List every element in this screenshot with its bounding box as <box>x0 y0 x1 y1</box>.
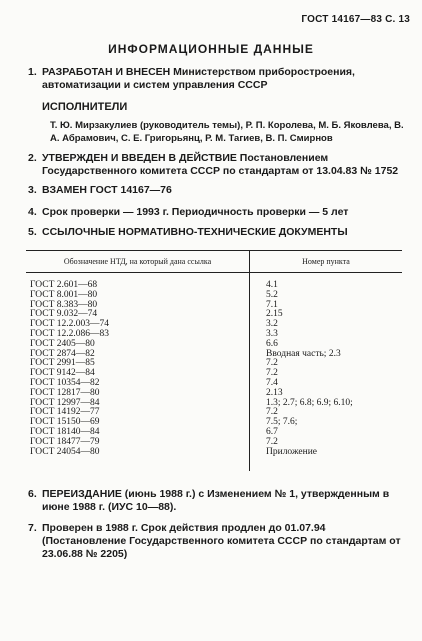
section-number: 5. <box>28 226 37 238</box>
ntd-designation: ГОСТ 18140—84 <box>26 428 250 438</box>
table-body <box>26 273 402 472</box>
section-heading: ПЕРЕИЗДАНИЕ <box>42 488 122 500</box>
ntd-designation: ГОСТ 2.601—68 <box>26 281 250 291</box>
clause-number: 6.6 <box>266 338 278 349</box>
section-heading: УТВЕРЖДЕН И ВВЕДЕН В ДЕЙСТВИЕ <box>42 152 237 164</box>
section-text: Проверен в 1988 г. Срок действия продлен до 01.07.94 (Постановление Государственного комитета СССР по стандартам от 23.06.88 № 2205) <box>42 522 401 560</box>
ntd-designation: ГОСТ 12997—84 <box>26 399 250 409</box>
executors-list: Т. Ю. Мирзакулиев (руководитель темы), Р. П. Королева, М. Б. Яковлева, В. А. Абрамович, С. Е. Григорьянц, Р. М. Тагиев, В. П. Смирнов <box>50 120 404 144</box>
clause-number: 3.3 <box>266 328 278 339</box>
ntd-designation: ГОСТ 8.383—80 <box>26 301 250 311</box>
section-number: 3. <box>28 184 37 196</box>
table-header-designation: Обозначение НТД, на который дана ссылка <box>26 251 250 273</box>
references-table <box>26 250 402 471</box>
ntd-designation: ГОСТ 18477—79 <box>26 438 250 448</box>
clause-number: 3.2 <box>266 319 278 330</box>
section-4 <box>28 206 408 219</box>
section-3 <box>28 184 408 197</box>
clause-number: Приложение <box>266 446 317 457</box>
ntd-designation: ГОСТ 9142—84 <box>26 369 250 379</box>
ntd-designation: ГОСТ 12.2.003—74 <box>26 320 250 330</box>
ntd-designation: ГОСТ 12817—80 <box>26 389 250 399</box>
clause-number: 6.7 <box>266 426 278 437</box>
section-7 <box>28 522 408 561</box>
section-5 <box>28 226 408 239</box>
section-heading: ВЗАМЕН ГОСТ 14167—76 <box>42 184 172 196</box>
ntd-designation: ГОСТ 2991—85 <box>26 359 250 369</box>
section-text: Постановлением Государственного комитета СССР по стандартам от 13.04.83 № 1752 <box>42 152 399 177</box>
ntd-designation: ГОСТ 2405—80 <box>26 340 250 350</box>
clause-number: 5.2 <box>266 289 278 300</box>
clause-number: 7.2 <box>266 368 278 379</box>
page-header-reference: ГОСТ 14167—83 С. 13 <box>301 14 410 25</box>
clause-number: Вводная часть; 2.3 <box>266 348 341 359</box>
ntd-designation: ГОСТ 10354—82 <box>26 379 250 389</box>
clause-number: 1.3; 2.7; 6.8; 6.9; 6.10; <box>266 397 353 408</box>
section-2 <box>28 152 408 178</box>
clause-number: 7.4 <box>266 377 278 388</box>
section-6 <box>28 488 408 514</box>
section-text: Срок проверки — 1993 г. Периодичность проверки — 5 лет <box>42 206 349 218</box>
section-number: 4. <box>28 206 37 218</box>
section-1 <box>28 66 408 92</box>
clause-number: 7.1 <box>266 299 278 310</box>
ntd-designation: ГОСТ 12.2.086—83 <box>26 330 250 340</box>
section-heading: ССЫЛОЧНЫЕ НОРМАТИВНО-ТЕХНИЧЕСКИЕ ДОКУМЕНТЫ <box>42 226 348 238</box>
table-header-clause: Номер пункта <box>250 251 403 273</box>
clause-number: 7.5; 7.6; <box>266 417 298 428</box>
table-row <box>26 448 402 472</box>
executors-heading: ИСПОЛНИТЕЛИ <box>42 101 128 113</box>
clause-number: 2.13 <box>266 387 283 398</box>
clause-number: 7.2 <box>266 436 278 447</box>
section-heading: РАЗРАБОТАН И ВНЕСЕН <box>42 66 171 78</box>
section-number: 7. <box>28 522 37 534</box>
clause-number: 2.15 <box>266 309 283 320</box>
section-text: Министерством приборостроения, автоматизации и систем управления СССР <box>42 66 355 91</box>
page-title: ИНФОРМАЦИОННЫЕ ДАННЫЕ <box>108 42 314 56</box>
clause-number: 4.1 <box>266 280 278 290</box>
ntd-designation: ГОСТ 24054—80 <box>26 448 250 472</box>
section-text: (июнь 1988 г.) с Изменением № 1, утвержденным в июне 1988 г. (ИУС 10—88). <box>42 488 390 513</box>
clause-number: 7.2 <box>266 358 278 369</box>
ntd-designation: ГОСТ 2874—82 <box>26 350 250 360</box>
section-number: 2. <box>28 152 37 164</box>
ntd-designation: ГОСТ 8.001—80 <box>26 291 250 301</box>
ntd-designation: ГОСТ 15150—69 <box>26 418 250 428</box>
ntd-designation: ГОСТ 9.032—74 <box>26 310 250 320</box>
section-number: 1. <box>28 66 37 78</box>
ntd-designation: ГОСТ 14192—77 <box>26 408 250 418</box>
section-number: 6. <box>28 488 37 500</box>
clause-number: 7.2 <box>266 407 278 418</box>
